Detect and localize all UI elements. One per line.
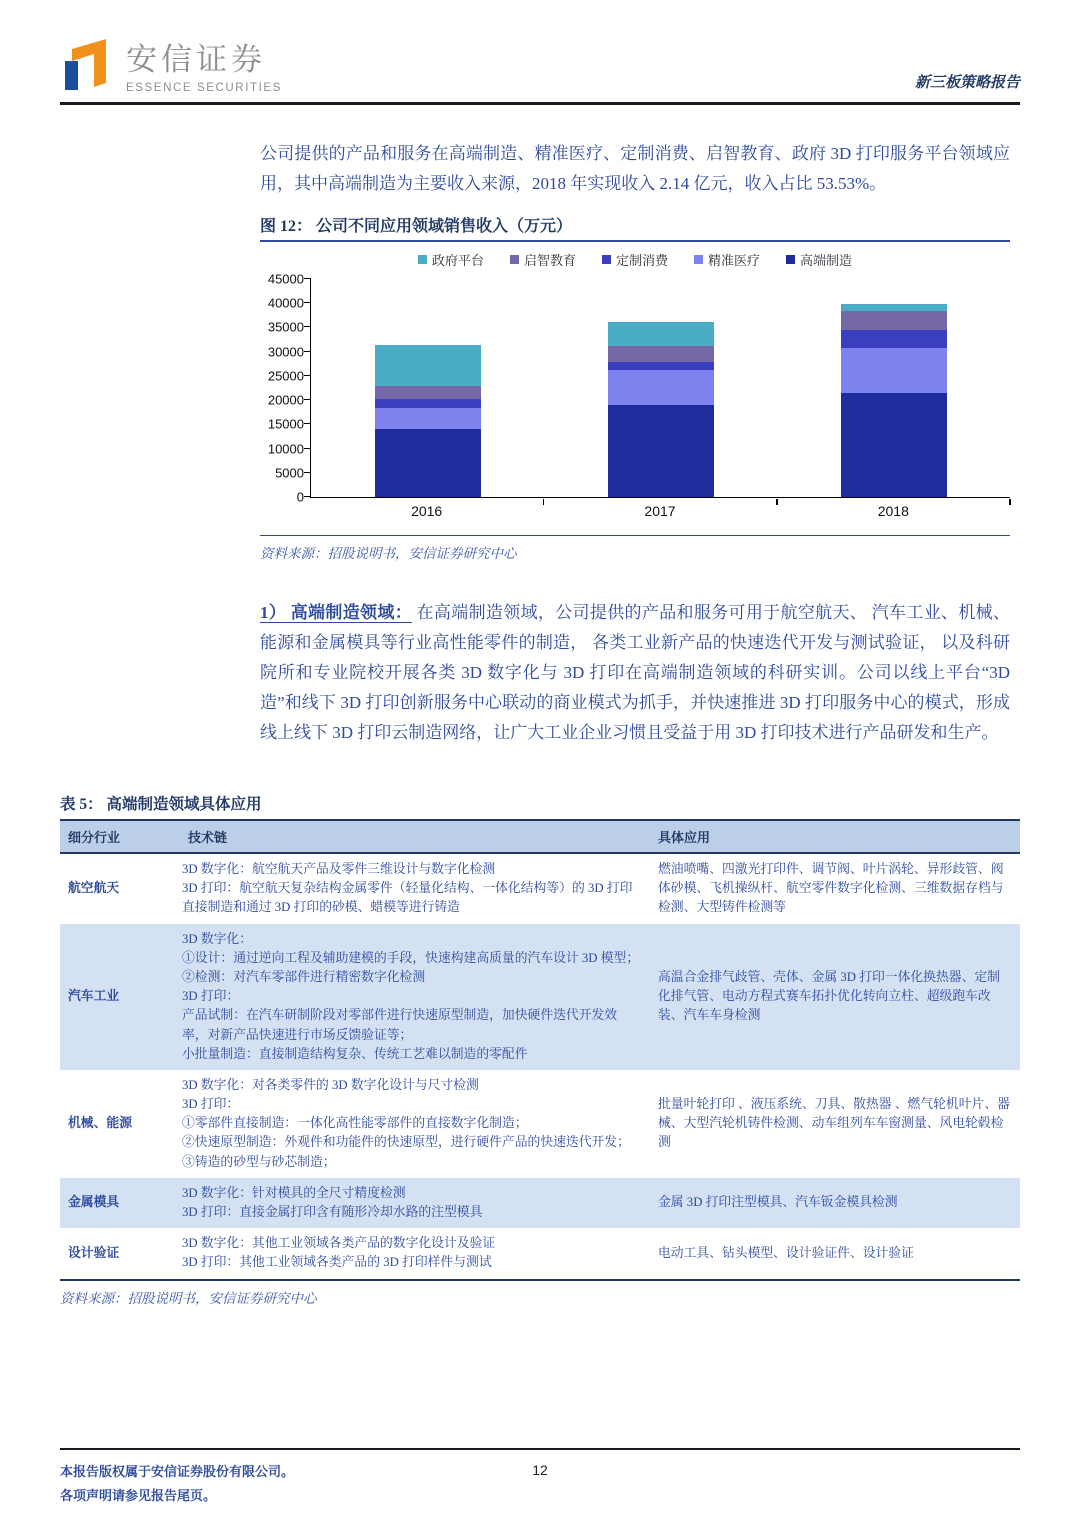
table-5 — [60, 792, 1020, 1307]
bar-segment-精准医疗 — [841, 348, 947, 394]
legend-swatch-icon — [694, 255, 703, 264]
legend-item — [510, 250, 576, 269]
cell-applications — [650, 854, 1020, 924]
cell-industry: 航空航天 — [68, 881, 120, 896]
y-axis-tick-mark — [304, 302, 311, 303]
header-divider — [60, 102, 1020, 105]
y-axis-tick-label: 40000 — [267, 295, 304, 311]
footer-copyright: 本报告版权属于安信证券股份有限公司。 — [60, 1464, 295, 1479]
cell-tech-chain — [180, 1178, 650, 1228]
applications-text: 批量叶轮打印 、液压系统、刀具、散热器 、燃气轮机叶片、器械、大型汽轮机铸件检测、动车组列车车窗测量、风电轮毂检测 — [658, 1097, 1010, 1150]
bar-segment-政府平台 — [375, 345, 481, 386]
cell-applications — [650, 1070, 1020, 1178]
essence-securities-logo-icon — [60, 34, 116, 94]
cell-industry: 机械、能源 — [68, 1116, 132, 1131]
bar-segment-启智教育 — [608, 346, 714, 362]
intro-paragraph: 公司提供的产品和服务在高端制造、精准医疗、定制消费、启智教育、政府 3D 打印服务平台领域应用，其中高端制造为主要收入来源，2018 年实现收入 2.14 亿元，收入占比 53.53%。 — [260, 144, 1010, 193]
applications-text: 电动工具、钻头模型、设计验证件、设计验证 — [658, 1245, 914, 1260]
bar-segment-政府平台 — [841, 304, 947, 311]
brand — [60, 34, 282, 94]
section-1-paragraph — [260, 598, 1010, 748]
table-row — [60, 924, 1020, 1070]
table-header-row — [60, 821, 1020, 854]
chart-x-labels — [310, 503, 1010, 519]
footer-divider — [60, 1448, 1020, 1450]
bar-segment-高端制造 — [375, 429, 481, 497]
tech-chain-line: 产品试制：在汽车研制阶段对零部件进行快速原型制造，加快硬件迭代开发效率，对新产品快速进行市场反馈验证等； — [182, 1008, 618, 1042]
y-axis-tick-mark — [304, 448, 311, 449]
x-axis-tick-mark — [1009, 499, 1011, 505]
tech-chain-line: ①设计：通过逆向工程及辅助建模的手段，快速构建高质量的汽车设计 3D 模型； — [182, 950, 640, 965]
bar-segment-定制消费 — [841, 330, 947, 348]
cell-applications — [650, 924, 1020, 1070]
stacked-bar-2017 — [608, 322, 714, 497]
y-axis-tick-mark — [304, 472, 311, 473]
y-axis-tick-label: 30000 — [267, 344, 304, 360]
legend-label: 启智教育 — [523, 253, 576, 268]
y-axis-tick-mark — [304, 351, 311, 352]
section-1-lead: 1） 高端制造领域： — [260, 603, 413, 622]
y-axis-tick-label: 25000 — [267, 368, 304, 384]
stacked-bar-chart — [260, 271, 1010, 505]
page-header — [60, 0, 1020, 94]
table-source: 资料来源：招股说明书，安信证券研究中心 — [60, 1290, 317, 1306]
cell-tech-chain — [180, 1228, 650, 1278]
y-axis-tick-mark — [304, 423, 311, 424]
figure-12 — [260, 213, 1010, 562]
chart-legend — [260, 250, 1010, 269]
bar-segment-精准医疗 — [375, 408, 481, 429]
cell-applications — [650, 1228, 1020, 1278]
y-axis-tick-mark — [304, 278, 311, 279]
table-body — [60, 854, 1020, 1279]
x-axis-tick-mark — [776, 499, 778, 505]
tech-chain-line: 3D 数字化：其他工业领域各类产品的数字化设计及验证 — [182, 1236, 496, 1251]
tech-chain-line: ③铸造的砂型与砂芯制造； — [182, 1154, 336, 1169]
y-axis-tick-mark — [304, 399, 311, 400]
table-row — [60, 1070, 1020, 1178]
column-header-apps: 具体应用 — [658, 830, 711, 845]
legend-item — [418, 250, 484, 269]
section-1-body: 在高端制造领域，公司提供的产品和服务可用于航空航天、 汽车工业、机械、能源和金属模具等行业高性能零件的制造， 各类工业新产品的快速迭代开发与测试验证， 以及科研院所和专业院校开展各类 3D 数字化与 3D 打印在高端制造领域的科研实训。公司以线上平台“3D 造”和线下 3D 打印创新服务中心联动的商业模式为抓手，并快速推进 3D 打印服务中心的模式，形成线上线下 3D 打印云制造网络，让广大工业企业习惯且受益于用 3D 打印技术进行产品研发和生产。 — [260, 603, 1011, 742]
bar-column-2016 — [311, 279, 544, 497]
stacked-bar-2016 — [375, 345, 481, 497]
legend-label: 定制消费 — [615, 253, 668, 268]
y-axis-tick-label: 15000 — [267, 416, 304, 432]
bar-segment-精准医疗 — [608, 370, 714, 405]
table-bottom-divider — [60, 1279, 1020, 1281]
y-axis-tick-mark — [304, 496, 311, 497]
y-axis-tick-label: 5000 — [275, 465, 304, 481]
tech-chain-line: 3D 数字化：航空航天产品及零件三维设计与数字化检测 — [182, 862, 496, 876]
column-header-tech: 技术链 — [188, 830, 228, 845]
bar-segment-高端制造 — [841, 393, 947, 497]
page-number: 12 — [532, 1462, 548, 1478]
x-axis-category-label: 2016 — [411, 503, 443, 519]
cell-applications — [650, 1178, 1020, 1228]
y-axis-tick-label: 10000 — [267, 441, 304, 457]
bar-segment-定制消费 — [608, 362, 714, 369]
report-type-label: 新三板策略报告 — [914, 75, 1020, 91]
brand-name-en: ESSENCE SECURITIES — [126, 82, 282, 94]
bar-segment-定制消费 — [375, 399, 481, 408]
legend-item — [602, 250, 668, 269]
brand-name-cn: 安信证券 — [126, 42, 266, 77]
cell-industry: 金属模具 — [68, 1195, 120, 1210]
footer-disclaimer: 各项声明请参见报告尾页。 — [60, 1488, 217, 1503]
cell-industry: 设计验证 — [68, 1245, 120, 1260]
x-axis-category-label: 2018 — [877, 503, 909, 519]
bar-segment-政府平台 — [608, 322, 714, 346]
bar-segment-启智教育 — [375, 386, 481, 399]
legend-swatch-icon — [602, 255, 611, 264]
x-axis-tick-mark — [543, 499, 545, 505]
bar-segment-启智教育 — [841, 311, 947, 330]
table-row — [60, 1228, 1020, 1278]
table-title: 表 5： 高端制造领域具体应用 — [60, 796, 262, 813]
applications-text: 金属 3D 打印注型模具、汽车钣金模具检测 — [658, 1195, 898, 1210]
figure-title-divider — [260, 240, 1010, 242]
legend-label: 精准医疗 — [708, 253, 761, 268]
chart-plot — [310, 279, 1010, 498]
y-axis-tick-label: 45000 — [267, 271, 304, 287]
tech-chain-line: 3D 打印：其他工业领域各类产品的 3D 打印样件与测试 — [182, 1255, 492, 1270]
figure-source-divider — [260, 535, 1010, 536]
legend-item — [786, 250, 852, 269]
chart-y-labels — [260, 271, 310, 505]
bar-column-2018 — [777, 279, 1010, 497]
table-row — [60, 1178, 1020, 1228]
cell-tech-chain — [180, 1070, 650, 1178]
legend-swatch-icon — [510, 255, 519, 264]
y-axis-tick-mark — [304, 326, 311, 327]
cell-industry: 汽车工业 — [68, 989, 120, 1004]
legend-item — [694, 250, 760, 269]
tech-chain-line: 3D 数字化：针对模具的全尺寸精度检测 — [182, 1185, 406, 1200]
legend-swatch-icon — [786, 255, 795, 264]
y-axis-tick-label: 0 — [296, 489, 304, 505]
column-header-industry: 细分行业 — [68, 830, 121, 845]
applications-text: 高温合金排气歧管、壳体、金属 3D 打印一体化换热器、定制化排气管、电动方程式赛车拓扑优化转向立柱、超级跑车改装、汽车车身检测 — [658, 969, 1000, 1023]
tech-chain-line: ①零部件直接制造：一体化高性能零部件的直接数字化制造； — [182, 1116, 528, 1131]
tech-chain-line: 3D 打印：航空航天复杂结构金属零件（轻量化结构、一体化结构等）的 3D 打印直接制造和通过 3D 打印的砂模、蜡模等进行铸造 — [182, 881, 633, 915]
y-axis-tick-mark — [304, 375, 311, 376]
bar-segment-高端制造 — [608, 405, 714, 497]
figure-source: 资料来源：招股说明书，安信证券研究中心 — [260, 546, 517, 561]
tech-chain-line: 3D 打印：直接金属打印含有随形冷却水路的注型模具 — [182, 1205, 483, 1219]
legend-label: 高端制造 — [800, 253, 853, 268]
x-axis-category-label: 2017 — [644, 503, 676, 519]
tech-chain-line: 3D 数字化： — [182, 931, 253, 946]
legend-swatch-icon — [418, 255, 427, 264]
y-axis-tick-label: 20000 — [267, 392, 304, 408]
tech-chain-line: 小批量制造：直接制造结构复杂、传统工艺难以制造的零配件 — [182, 1046, 528, 1061]
tech-chain-line: ②快速原型制造：外观件和功能件的快速原型，进行硬件产品的快速迭代开发； — [182, 1135, 630, 1150]
cell-tech-chain — [180, 924, 650, 1070]
legend-label: 政府平台 — [431, 253, 484, 268]
y-axis-tick-label: 35000 — [267, 319, 304, 335]
tech-chain-line: ②检测：对汽车零部件进行精密数字化检测 — [182, 969, 426, 984]
tech-chain-line: 3D 打印： — [182, 989, 240, 1004]
stacked-bar-2018 — [841, 304, 947, 497]
cell-tech-chain — [180, 854, 650, 924]
table-row — [60, 854, 1020, 924]
tech-chain-line: 3D 打印： — [182, 1097, 240, 1112]
bar-column-2017 — [544, 279, 777, 497]
figure-title: 图 12： 公司不同应用领域销售收入（万元） — [260, 218, 573, 235]
applications-text: 燃油喷嘴、四激光打印件、调节阀、叶片涡轮、异形歧管、阀体砂模、飞机操纵杆、航空零件数字化检测、三维数据存档与检测、大型铸件检测等 — [658, 862, 1004, 915]
page-footer — [60, 1448, 1020, 1508]
tech-chain-line: 3D 数字化：对各类零件的 3D 数字化设计与尺寸检测 — [182, 1077, 479, 1092]
